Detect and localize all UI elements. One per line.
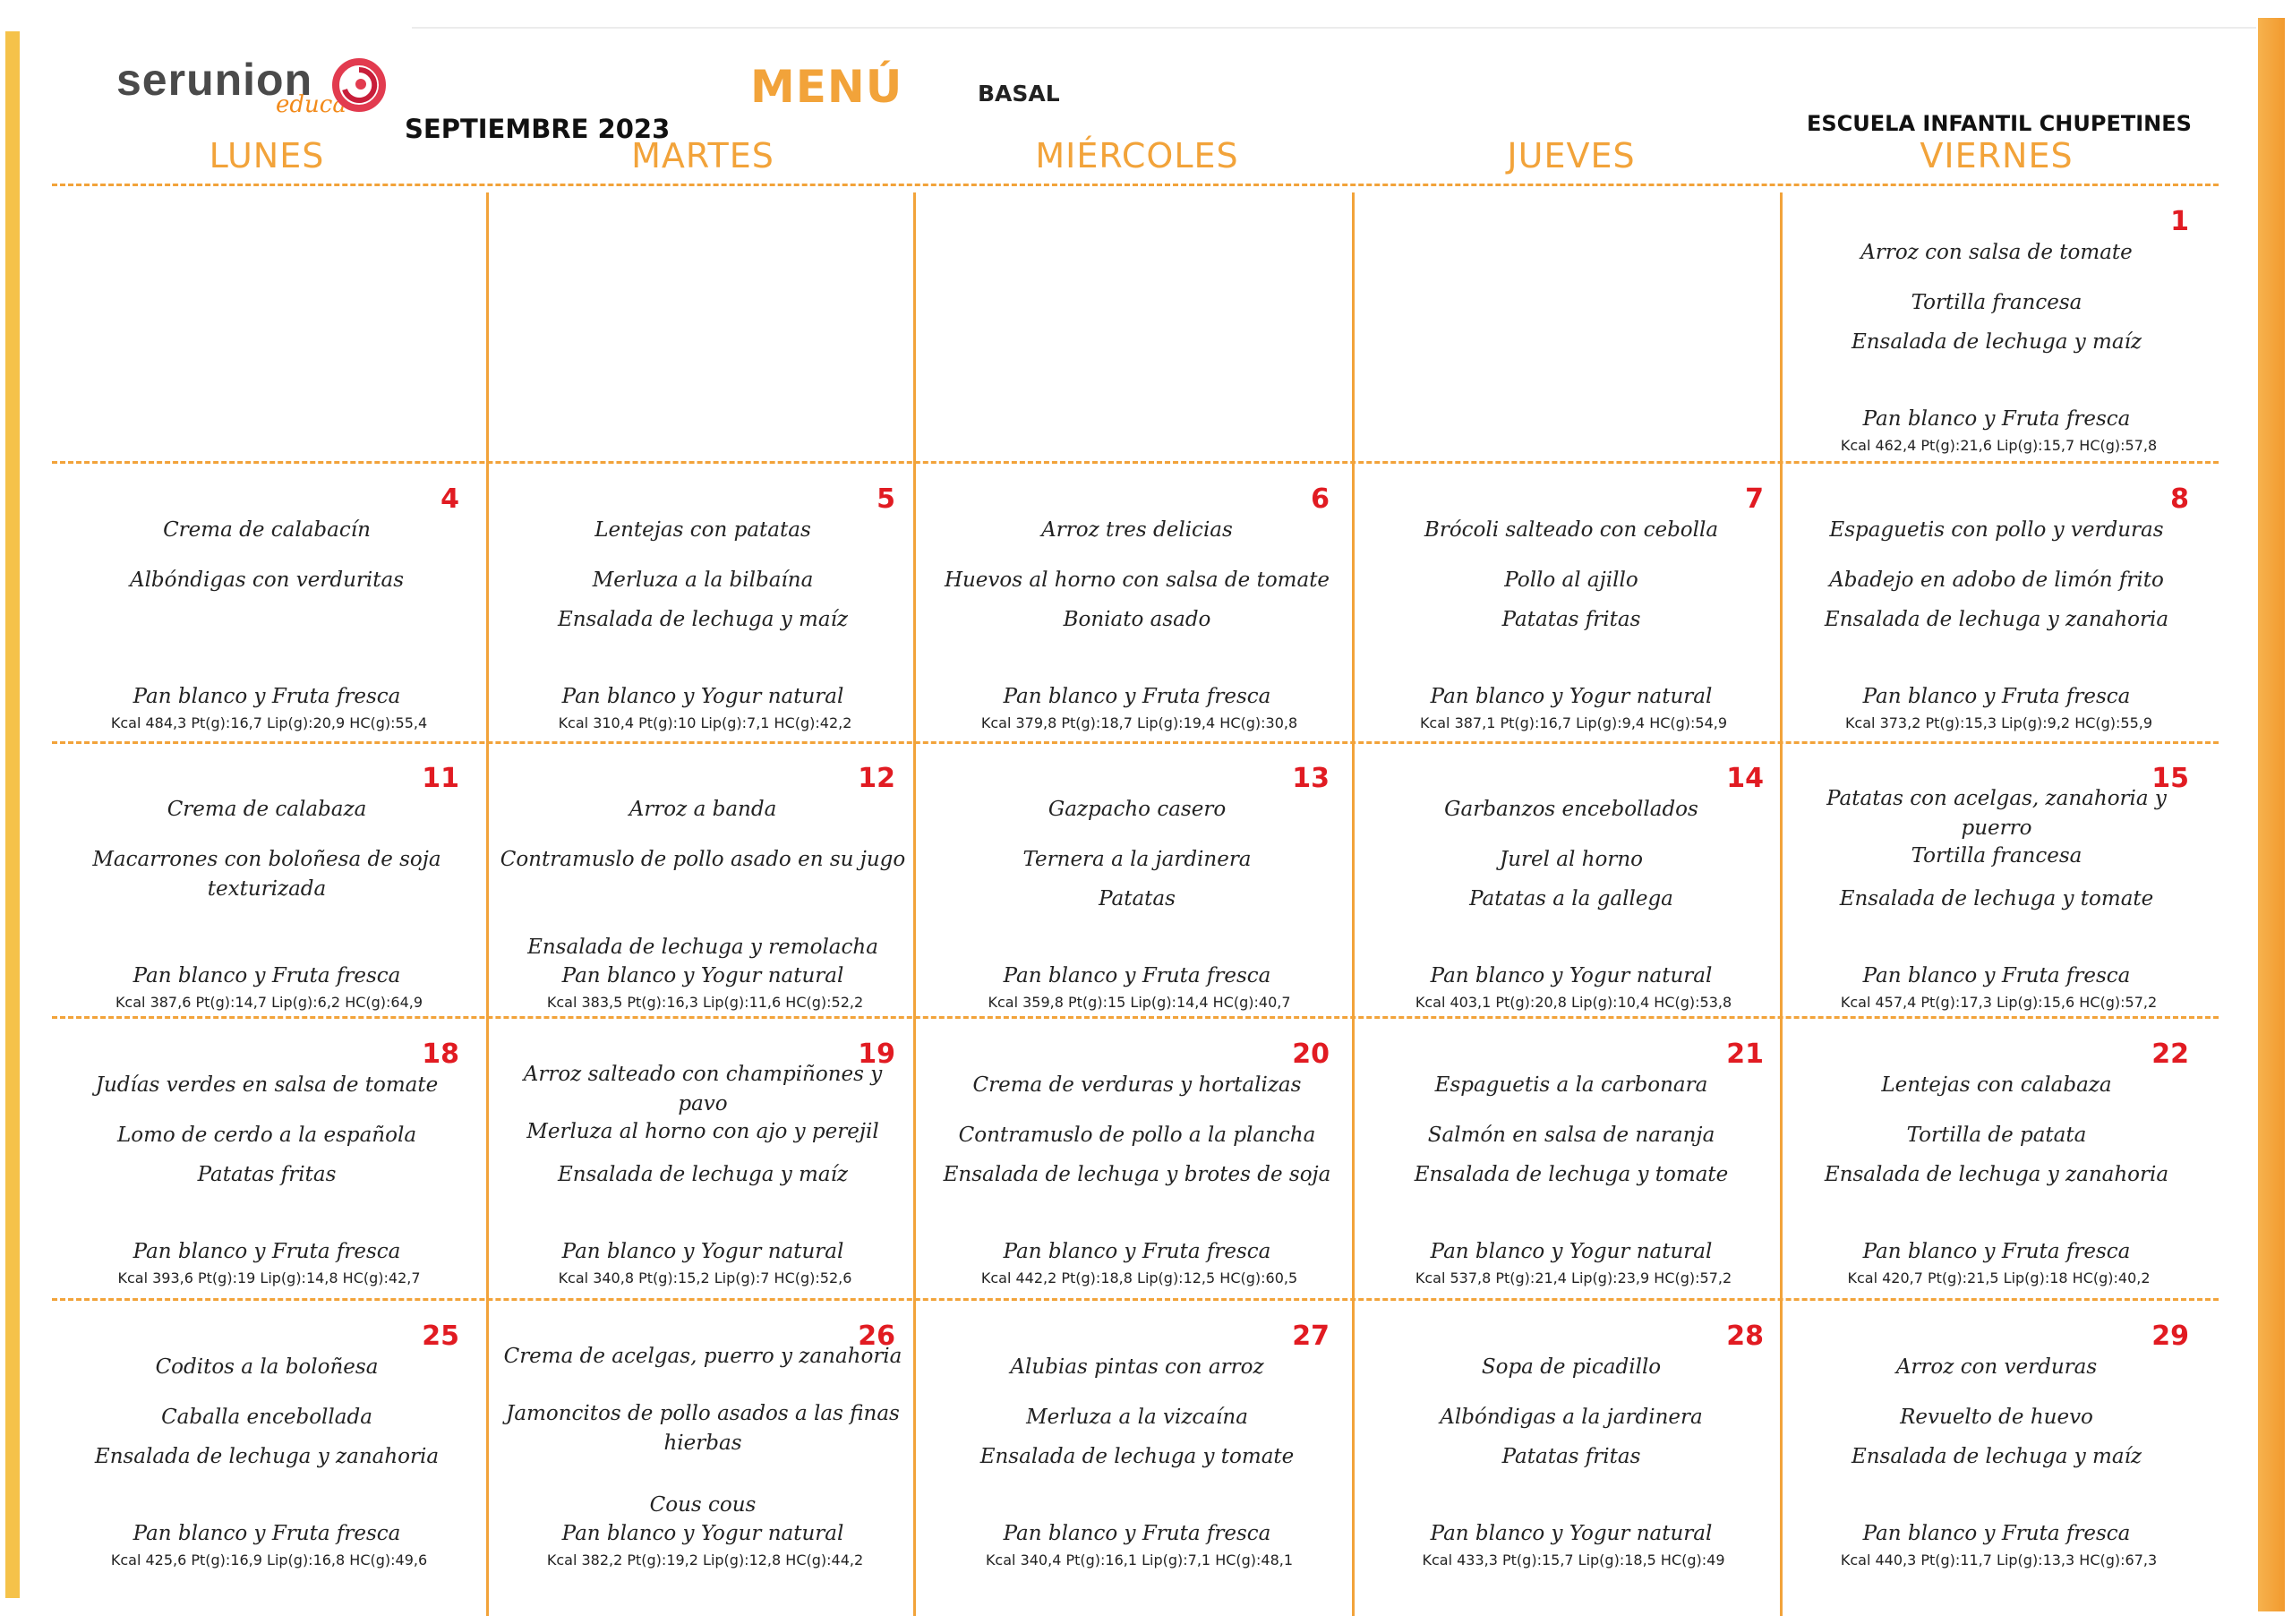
- dessert: Pan blanco y Yogur natural: [561, 1240, 844, 1263]
- nutrition-info: Kcal 310,4 Pt(g):10 Lip(g):7,1 HC(g):42,2: [558, 714, 852, 731]
- second-course: Contramuslo de pollo a la plancha: [958, 1124, 1316, 1147]
- day-number: 22: [2151, 1039, 2189, 1070]
- day-number: 18: [422, 1039, 459, 1070]
- first-course: Arroz a banda: [629, 798, 777, 821]
- weekday-thursday: JUEVES: [1507, 136, 1636, 175]
- serunion-logo: [116, 54, 403, 125]
- menu-day-cell: [1356, 188, 1791, 464]
- logo-swirl-icon: [331, 57, 387, 113]
- dessert: Pan blanco y Fruta fresca: [1003, 1240, 1271, 1263]
- second-course: Caballa encebollada: [161, 1406, 372, 1429]
- menu-day-cell: [1782, 745, 2216, 1021]
- dessert: Pan blanco y Fruta fresca: [133, 1522, 401, 1545]
- nutrition-info: Kcal 340,4 Pt(g):16,1 Lip(g):7,1 HC(g):48,1: [985, 1551, 1294, 1568]
- day-number: 7: [1745, 483, 1764, 515]
- day-number: 15: [2151, 763, 2189, 794]
- second-course: Merluza al horno con ajo y perejil: [526, 1120, 879, 1143]
- first-course: Brócoli salteado con cebolla: [1424, 518, 1719, 542]
- nutrition-info: Kcal 387,1 Pt(g):16,7 Lip(g):9,4 HC(g):54,9: [1419, 714, 1728, 731]
- second-course: Huevos al horno con salsa de tomate: [944, 568, 1330, 592]
- nutrition-info: Kcal 373,2 Pt(g):15,3 Lip(g):9,2 HC(g):55,9: [1844, 714, 2153, 731]
- menu-day-cell: [1356, 1303, 1791, 1578]
- first-course: Crema de calabaza: [167, 798, 367, 821]
- nutrition-info: Kcal 383,5 Pt(g):16,3 Lip(g):11,6 HC(g):52,2: [546, 994, 864, 1011]
- nutrition-info: Kcal 403,1 Pt(g):20,8 Lip(g):10,4 HC(g):53,8: [1415, 994, 1732, 1011]
- right-accent-bar: [2258, 18, 2285, 1611]
- menu-day-cell: [1356, 466, 1791, 741]
- day-number: 28: [1726, 1321, 1764, 1352]
- side-dish: Patatas: [1099, 887, 1176, 910]
- second-course: Tortilla de patata: [1906, 1124, 2087, 1147]
- nutrition-info: Kcal 359,8 Pt(g):15 Lip(g):14,4 HC(g):40,7: [988, 994, 1291, 1011]
- day-number: 26: [858, 1321, 895, 1352]
- nutrition-info: Kcal 484,3 Pt(g):16,7 Lip(g):20,9 HC(g):55,4: [110, 714, 428, 731]
- day-number: 25: [422, 1321, 459, 1352]
- menu-day-cell: [52, 1021, 486, 1296]
- side-dish: Ensalada de lechuga y zanahoria: [94, 1445, 440, 1468]
- menu-day-cell: [1356, 1021, 1791, 1296]
- first-course: Sopa de picadillo: [1481, 1355, 1662, 1379]
- logo-wordmark: serunion: [116, 55, 313, 105]
- day-number: 1: [2170, 206, 2189, 237]
- menu-day-cell: [52, 466, 486, 741]
- nutrition-info: Kcal 425,6 Pt(g):16,9 Lip(g):16,8 HC(g):49,6: [110, 1551, 428, 1568]
- nutrition-info: Kcal 340,8 Pt(g):15,2 Lip(g):7 HC(g):52,6: [558, 1269, 852, 1286]
- second-course: Macarrones con boloñesa de soja texturizada: [92, 848, 441, 901]
- row-divider: [52, 184, 2219, 186]
- menu-day-cell: [488, 1021, 922, 1296]
- left-accent-bar: [5, 31, 20, 1598]
- day-number: 19: [858, 1039, 895, 1070]
- month-label: SEPTIEMBRE 2023: [405, 114, 671, 144]
- row-divider: [52, 741, 2219, 744]
- side-dish: Boniato asado: [1063, 608, 1211, 631]
- day-number: 11: [422, 763, 459, 794]
- dessert: Pan blanco y Fruta fresca: [1862, 1522, 2131, 1545]
- first-course: Gazpacho casero: [1048, 798, 1227, 821]
- second-course: Revuelto de huevo: [1900, 1406, 2093, 1429]
- day-number: 20: [1292, 1039, 1330, 1070]
- menu-day-cell: [488, 466, 922, 741]
- day-number: 12: [858, 763, 895, 794]
- side-dish: Ensalada de lechuga y tomate: [979, 1445, 1295, 1468]
- first-course: Espaguetis con pollo y verduras: [1829, 518, 2164, 542]
- first-course: Coditos a la boloñesa: [155, 1355, 379, 1379]
- dessert: Pan blanco y Fruta fresca: [1003, 964, 1271, 987]
- second-course: Abadejo en adobo de limón frito: [1829, 568, 2164, 592]
- side-dish: Ensalada de lechuga y brotes de soja: [943, 1163, 1331, 1186]
- menu-day-cell: [52, 1303, 486, 1578]
- nutrition-info: Kcal 440,3 Pt(g):11,7 Lip(g):13,3 HC(g):67,3: [1840, 1551, 2158, 1568]
- first-course: Arroz con verduras: [1895, 1355, 2098, 1379]
- first-course: Espaguetis a la carbonara: [1434, 1073, 1708, 1097]
- logo-subtitle: educa: [276, 91, 346, 118]
- side-dish: Patatas fritas: [1501, 608, 1641, 631]
- side-dish: Ensalada de lechuga y zanahoria: [1824, 1163, 2169, 1186]
- dessert: Pan blanco y Fruta fresca: [1862, 964, 2131, 987]
- second-course: Lomo de cerdo a la española: [116, 1124, 417, 1147]
- first-course: Lentejas con calabaza: [1881, 1073, 2112, 1097]
- second-course: Albóndigas a la jardinera: [1440, 1406, 1703, 1429]
- nutrition-info: Kcal 382,2 Pt(g):19,2 Lip(g):12,8 HC(g):44,2: [546, 1551, 864, 1568]
- dessert: Pan blanco y Fruta fresca: [133, 964, 401, 987]
- nutrition-info: Kcal 387,6 Pt(g):14,7 Lip(g):6,2 HC(g):64,9: [115, 994, 423, 1011]
- first-course: Arroz con salsa de tomate: [1860, 241, 2133, 264]
- side-dish: Ensalada de lechuga y maíz: [1851, 330, 2142, 354]
- nutrition-info: Kcal 393,6 Pt(g):19 Lip(g):14,8 HC(g):42,7: [117, 1269, 421, 1286]
- dessert: Pan blanco y Fruta fresca: [133, 685, 401, 708]
- day-number: 8: [2170, 483, 2189, 515]
- menu-day-cell: [52, 745, 486, 1021]
- dessert: Pan blanco y Fruta fresca: [133, 1240, 401, 1263]
- dessert: Pan blanco y Fruta fresca: [1862, 407, 2131, 431]
- nutrition-info: Kcal 442,2 Pt(g):18,8 Lip(g):12,5 HC(g):60,5: [980, 1269, 1298, 1286]
- menu-day-cell: [488, 1303, 922, 1578]
- dessert: Pan blanco y Yogur natural: [561, 964, 844, 987]
- school-name: ESCUELA INFANTIL CHUPETINES: [1807, 111, 2192, 136]
- menu-day-cell: [488, 745, 922, 1021]
- menu-day-cell: [922, 466, 1356, 741]
- first-course: Arroz salteado con champiñones y pavo: [523, 1063, 883, 1115]
- first-course: Alubias pintas con arroz: [1010, 1355, 1264, 1379]
- menu-day-cell: [1782, 1021, 2216, 1296]
- side-dish: Patatas fritas: [1501, 1445, 1641, 1468]
- dessert: Pan blanco y Fruta fresca: [1003, 1522, 1271, 1545]
- diet-type: BASAL: [978, 81, 1060, 107]
- second-course: Merluza a la bilbaína: [592, 568, 814, 592]
- weekday-tuesday: MARTES: [631, 136, 774, 175]
- side-dish: Ensalada de lechuga y maíz: [1851, 1445, 2142, 1468]
- day-number: 29: [2151, 1321, 2189, 1352]
- weekday-wednesday: MIÉRCOLES: [1035, 136, 1239, 175]
- menu-day-cell: [1782, 188, 2216, 464]
- second-course: Contramuslo de pollo asado en su jugo: [500, 848, 906, 871]
- side-dish: Ensalada de lechuga y tomate: [1414, 1163, 1729, 1186]
- day-number: 4: [440, 483, 459, 515]
- first-course: Patatas con acelgas, zanahoria y puerro: [1826, 787, 2167, 840]
- side-dish: Ensalada de lechuga y maíz: [557, 608, 849, 631]
- side-dish: Ensalada de lechuga y remolacha: [527, 936, 878, 959]
- second-course: Tortilla francesa: [1911, 844, 2082, 868]
- menu-day-cell: [922, 1021, 1356, 1296]
- dessert: Pan blanco y Yogur natural: [1430, 1522, 1713, 1545]
- first-course: Judías verdes en salsa de tomate: [95, 1073, 439, 1097]
- dessert: Pan blanco y Yogur natural: [561, 685, 844, 708]
- second-course: Tortilla francesa: [1911, 291, 2082, 314]
- day-number: 14: [1726, 763, 1764, 794]
- first-course: Arroz tres delicias: [1041, 518, 1233, 542]
- day-number: 13: [1292, 763, 1330, 794]
- first-course: Crema de calabacín: [163, 518, 371, 542]
- nutrition-info: Kcal 433,3 Pt(g):15,7 Lip(g):18,5 HC(g):49: [1422, 1551, 1725, 1568]
- second-course: Salmón en salsa de naranja: [1427, 1124, 1715, 1147]
- day-number: 27: [1292, 1321, 1330, 1352]
- row-divider: [52, 1298, 2219, 1301]
- menu-day-cell: [1356, 745, 1791, 1021]
- top-rule: [412, 27, 2256, 29]
- nutrition-info: Kcal 379,8 Pt(g):18,7 Lip(g):19,4 HC(g):30,8: [980, 714, 1298, 731]
- second-course: Pollo al ajillo: [1504, 568, 1638, 592]
- side-dish: Ensalada de lechuga y zanahoria: [1824, 608, 2169, 631]
- nutrition-info: Kcal 462,4 Pt(g):21,6 Lip(g):15,7 HC(g):57,8: [1840, 437, 2158, 454]
- side-dish: Ensalada de lechuga y tomate: [1839, 887, 2154, 910]
- first-course: Garbanzos encebollados: [1444, 798, 1698, 821]
- side-dish: Patatas fritas: [197, 1163, 337, 1186]
- menu-day-cell: [52, 188, 486, 464]
- menu-day-cell: [1782, 1303, 2216, 1578]
- dessert: Pan blanco y Fruta fresca: [1862, 1240, 2131, 1263]
- dessert: Pan blanco y Fruta fresca: [1862, 685, 2131, 708]
- side-dish: Patatas a la gallega: [1469, 887, 1673, 910]
- menu-day-cell: [922, 188, 1356, 464]
- dessert: Pan blanco y Yogur natural: [1430, 964, 1713, 987]
- menu-title: MENÚ: [750, 61, 903, 113]
- dessert: Pan blanco y Yogur natural: [1430, 1240, 1713, 1263]
- dessert: Pan blanco y Yogur natural: [561, 1522, 844, 1545]
- day-number: 21: [1726, 1039, 1764, 1070]
- second-course: Albóndigas con verduritas: [129, 568, 405, 592]
- weekday-friday: VIERNES: [1920, 136, 2074, 175]
- menu-day-cell: [1782, 466, 2216, 741]
- menu-day-cell: [922, 745, 1356, 1021]
- side-dish: Ensalada de lechuga y maíz: [557, 1163, 849, 1186]
- side-dish: Cous cous: [649, 1493, 757, 1517]
- second-course: Merluza a la vizcaína: [1026, 1406, 1248, 1429]
- dessert: Pan blanco y Yogur natural: [1430, 685, 1713, 708]
- day-number: 6: [1311, 483, 1330, 515]
- second-course: Ternera a la jardinera: [1022, 848, 1252, 871]
- first-course: Lentejas con patatas: [594, 518, 811, 542]
- nutrition-info: Kcal 457,4 Pt(g):17,3 Lip(g):15,6 HC(g):57,2: [1840, 994, 2158, 1011]
- nutrition-info: Kcal 420,7 Pt(g):21,5 Lip(g):18 HC(g):40,2: [1847, 1269, 2151, 1286]
- weekday-monday: LUNES: [209, 136, 325, 175]
- first-course: Crema de verduras y hortalizas: [972, 1073, 1302, 1097]
- second-course: Jurel al horno: [1499, 848, 1643, 871]
- nutrition-info: Kcal 537,8 Pt(g):21,4 Lip(g):23,9 HC(g):57,2: [1415, 1269, 1732, 1286]
- first-course: Crema de acelgas, puerro y zanahoria: [503, 1345, 902, 1368]
- second-course: Jamoncitos de pollo asados a las finas hierbas: [506, 1402, 900, 1455]
- menu-day-cell: [922, 1303, 1356, 1578]
- day-number: 5: [877, 483, 895, 515]
- dessert: Pan blanco y Fruta fresca: [1003, 685, 1271, 708]
- menu-day-cell: [488, 188, 922, 464]
